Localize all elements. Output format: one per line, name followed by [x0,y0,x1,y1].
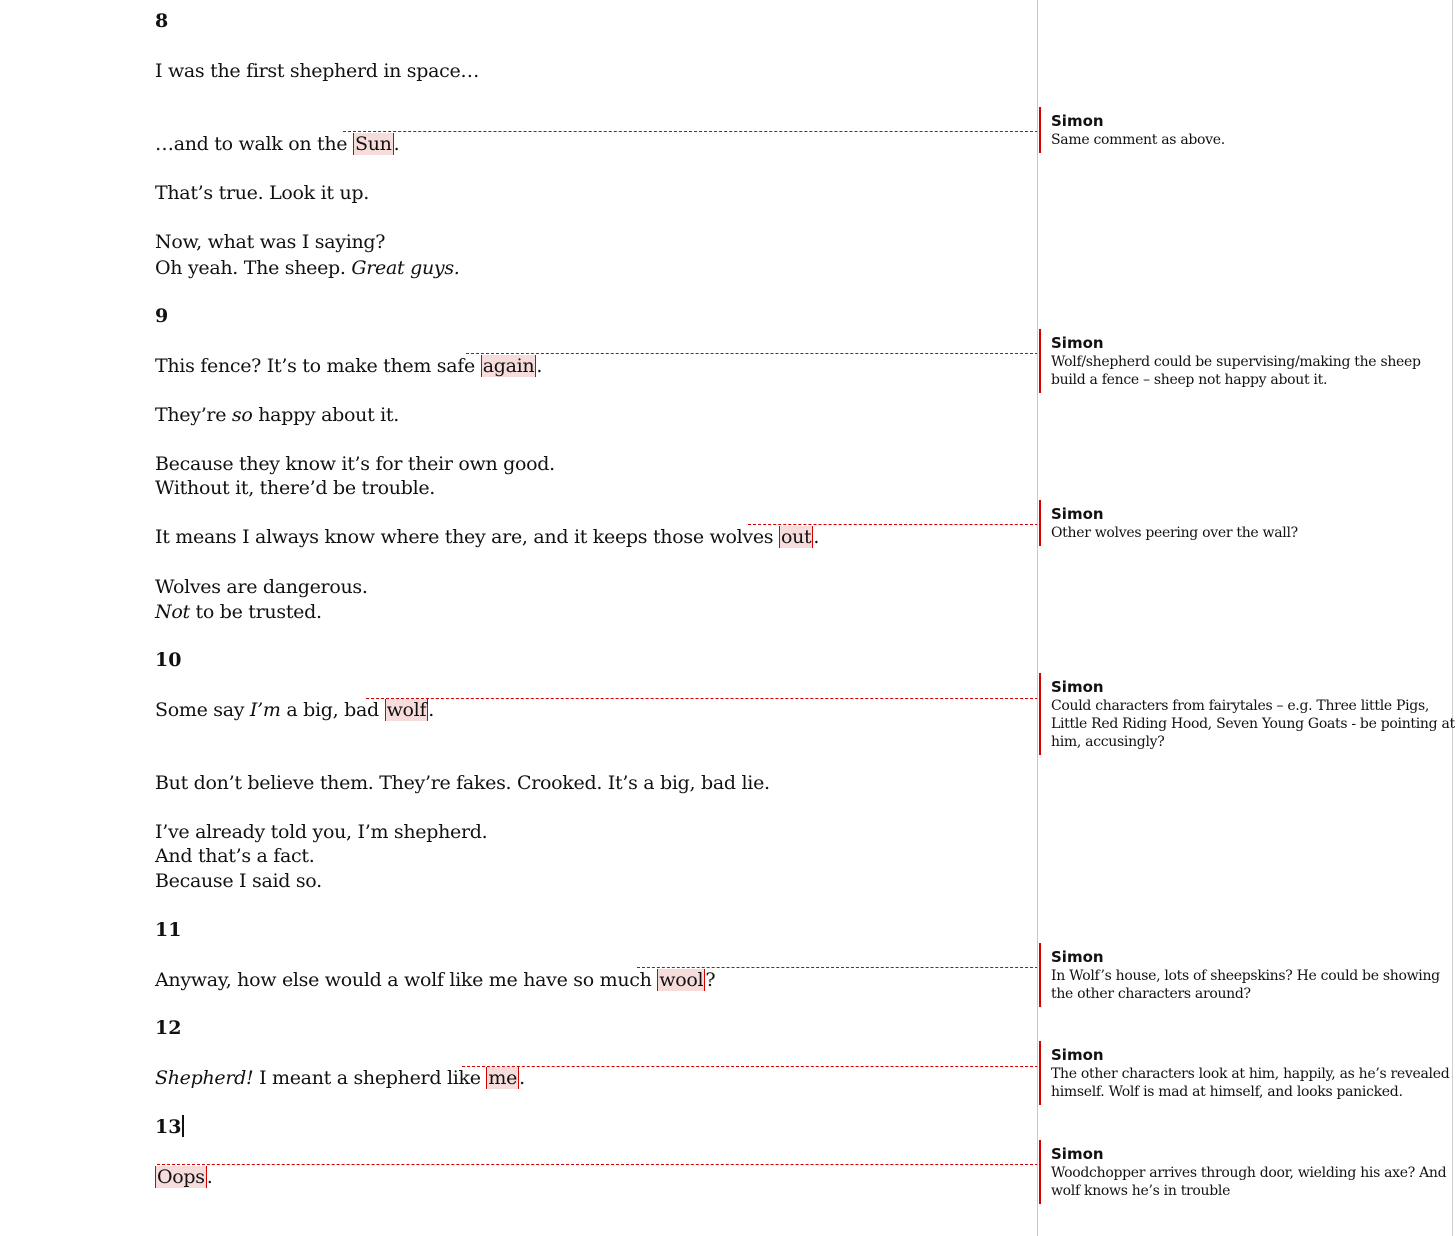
section-number-12: 12 [155,1017,182,1039]
section-number-9: 9 [155,305,169,327]
section-number-8: 8 [155,10,169,32]
section-number-11: 11 [155,919,182,941]
text-cursor [182,1115,184,1137]
comment-author: Simon [1051,678,1104,696]
comment-balloon[interactable] [1039,1140,1456,1204]
text-line: Because I said so. [155,870,322,892]
text-line: Shepherd! I meant a shepherd like me . [155,1067,525,1089]
text-line: This fence? It’s to make them safe again . [155,355,543,377]
comment-balloon[interactable] [1039,500,1456,546]
text-line: Because they know it’s for their own good. [155,453,555,475]
text-line: I’ve already told you, I’m shepherd. [155,821,488,843]
text-line: That’s true. Look it up. [155,182,370,204]
comment-text: Woodchopper arrives through door, wielding his axe? And wolf knows he’s in trouble [1051,1165,1447,1199]
comment-pane-divider [1037,0,1038,1236]
text-line: Anyway, how else would a wolf like me have so much wool ? [155,969,716,991]
text-line: Without it, there’d be trouble. [155,477,436,499]
text-line: And that’s a fact. [155,845,315,867]
comment-text: In Wolf’s house, lots of sheepskins? He could be showing the other characters around? [1051,968,1440,1002]
comment-connector [466,353,1038,354]
text-line: Not to be trusted. [155,601,322,623]
comment-connector [637,967,1038,968]
text-line: Oh yeah. The sheep. Great guys. [155,257,460,279]
comment-anchor[interactable]: wool [659,969,704,991]
comment-connector [343,131,1038,132]
text-line: …and to walk on the Sun . [155,133,400,155]
comment-connector [462,1066,1038,1067]
comment-anchor[interactable]: out [780,526,812,548]
comment-text: Other wolves peering over the wall? [1051,525,1298,541]
comment-text: Wolf/shepherd could be supervising/making the sheep build a fence – sheep not happy about it. [1051,354,1421,388]
comment-balloon[interactable] [1039,673,1456,755]
comment-text: Could characters from fairytales – e.g. Three little Pigs, Little Red Riding Hood, Seven Young Goats - be pointing at him, accusingly? [1051,698,1455,750]
comment-author: Simon [1051,1046,1104,1064]
text-line: But don’t believe them. They’re fakes. Crooked. It’s a big, bad lie. [155,772,770,794]
comment-balloon[interactable] [1039,329,1456,393]
comment-balloon[interactable] [1039,1041,1456,1105]
section-number-13: 13 [155,1115,184,1138]
text-line: I was the first shepherd in space… [155,60,480,82]
text-line: They’re so happy about it. [155,404,399,426]
comment-author: Simon [1051,948,1104,966]
comment-text: The other characters look at him, happily, as he’s revealed himself. Wolf is mad at himself, and looks panicked. [1051,1066,1450,1100]
text-line: Some say I’m a big, bad wolf . [155,699,434,721]
section-number-10: 10 [155,649,182,671]
comment-balloon[interactable] [1039,943,1456,1007]
comment-anchor[interactable]: again [482,355,535,377]
comment-author: Simon [1051,505,1104,523]
comment-balloon[interactable] [1039,107,1456,153]
comment-author: Simon [1051,112,1104,130]
comment-connector [366,698,1038,699]
text-line: Wolves are dangerous. [155,576,368,598]
comment-text: Same comment as above. [1051,132,1225,148]
comment-connector [157,1164,1038,1165]
comment-author: Simon [1051,334,1104,352]
comment-author: Simon [1051,1145,1104,1163]
text-line: Oops . [157,1166,213,1188]
comment-anchor[interactable]: me [488,1067,518,1089]
text-line: It means I always know where they are, and it keeps those wolves out . [155,526,820,548]
comment-anchor[interactable]: Sun [354,133,392,155]
comment-anchor[interactable]: Oops [157,1166,205,1188]
comment-anchor[interactable]: wolf [386,699,427,721]
text-line: Now, what was I saying? [155,231,386,253]
comment-connector [748,524,1038,525]
